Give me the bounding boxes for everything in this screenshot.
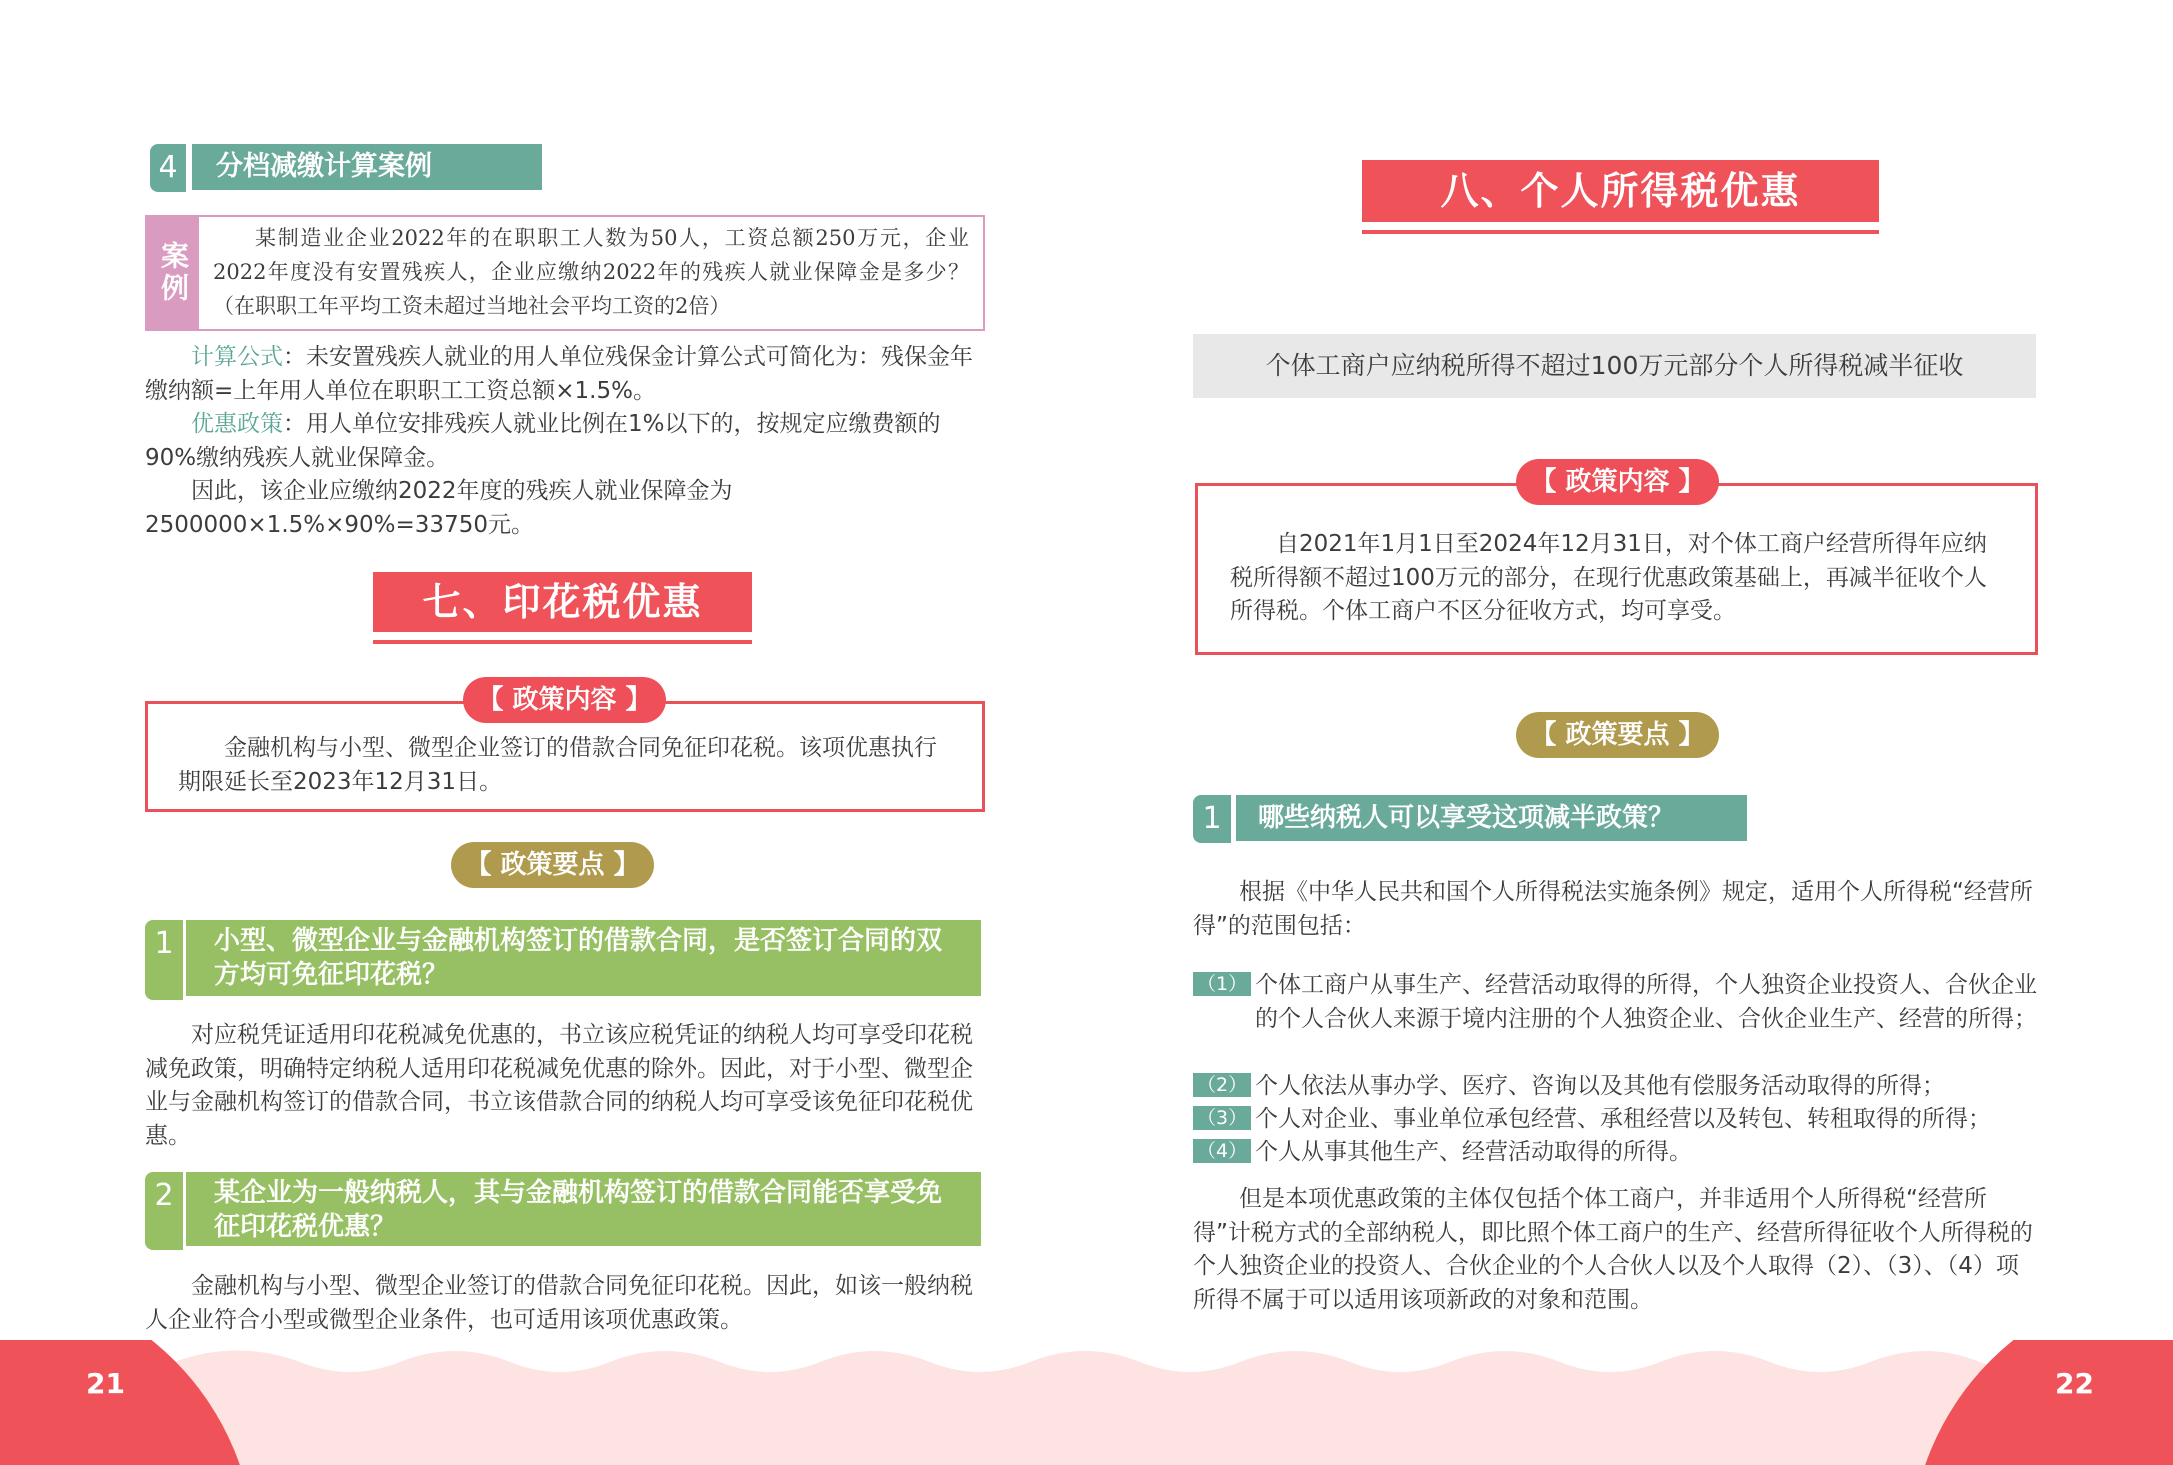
title-underline <box>1362 230 1879 234</box>
list-item-number: （4） <box>1193 1139 1251 1163</box>
key-points-label: 【 政策要点 】 <box>451 842 654 888</box>
list-item-text: 个体工商户从事生产、经营活动取得的所得，个人独资企业投资人、合伙企业的个人合伙人来源于境内注册的个人独资企业、合伙企业生产、经营的所得； <box>1255 972 2037 1032</box>
chapter-8-title-text: 八、个人所得税优惠 <box>1440 168 1801 213</box>
list-item <box>1193 969 2038 1032</box>
formula-text: ：未安置残疾人就业的用人单位残保金计算公式可简化为：残保金年缴纳额=上年用人单位在职职工工资总额×1.5%。 <box>145 344 973 404</box>
section-number: 4 <box>150 144 186 192</box>
list-item-number: （3） <box>1193 1106 1251 1130</box>
question-number: 1 <box>145 920 183 1000</box>
formula-label: 计算公式 <box>191 344 283 370</box>
question-title: 某企业为一般纳税人，其与金融机构签订的借款合同能否享受免征印花税优惠？ <box>186 1172 981 1246</box>
formula-paragraph <box>145 341 985 408</box>
case-tag-label: 案例 <box>157 241 190 305</box>
chapter-7-title <box>373 572 752 632</box>
page-number-left: 21 <box>86 1367 125 1400</box>
case-box <box>145 215 985 331</box>
answer-1: 对应税凭证适用印花税减免优惠的，书立该应税凭证的纳税人均可享受印花税减免政策，明确特定纳税人适用印花税减免优惠的除外。因此，对于小型、微型企业与金融机构签订的借款合同，书立该借款合同的纳税人均可享受该免征印花税优惠。 <box>145 1022 973 1149</box>
closing-paragraph: 但是本项优惠政策的主体仅包括个体工商户，并非适用个人所得税“经营所得”计税方式的全部纳税人，即比照个体工商户的生产、经营所得征收个人所得税的个人独资企业的投资人、合伙企业的个人合伙人以及个人取得（2）、（3）、（4）项所得不属于可以适用该项新政的对象和范围。 <box>1193 1186 2033 1313</box>
question-number: 1 <box>1193 795 1231 843</box>
key-points-label: 【 政策要点 】 <box>1516 712 1719 758</box>
policy-text: ：用人单位安排残疾人就业比例在1%以下的，按规定应缴费额的90%缴纳残疾人就业保障金。 <box>145 411 941 471</box>
policy-label: 优惠政策 <box>191 411 283 437</box>
question-number: 2 <box>145 1172 183 1250</box>
policy-banner: 个体工商户应纳税所得不超过100万元部分个人所得税减半征收 <box>1193 334 2036 398</box>
intro-paragraph: 根据《中华人民共和国个人所得税法实施条例》规定，适用个人所得税“经营所得”的范围包括： <box>1193 879 2033 939</box>
policy-paragraph <box>145 408 985 475</box>
chapter-8-title <box>1362 160 1879 222</box>
list-item <box>1193 1136 2038 1170</box>
question-title: 哪些纳税人可以享受这项减半政策？ <box>1236 795 1747 841</box>
list-item-number: （1） <box>1193 972 1251 996</box>
question-title: 小型、微型企业与金融机构签订的借款合同，是否签订合同的双方均可免征印花税？ <box>186 920 981 996</box>
list-item-text: 个人依法从事办学、医疗、咨询以及其他有偿服务活动取得的所得； <box>1255 1073 1945 1099</box>
policy-content-box <box>1195 483 2038 655</box>
answer-2: 金融机构与小型、微型企业签订的借款合同免征印花税。因此，如该一般纳税人企业符合小型或微型企业条件，也可适用该项优惠政策。 <box>145 1273 973 1333</box>
policy-content-label: 【 政策内容 】 <box>1516 459 1719 505</box>
list-item <box>1193 1070 2038 1104</box>
bottom-wave-decoration <box>0 1340 2173 1465</box>
case-tag <box>147 217 199 329</box>
policy-content-text: 自2021年1月1日至2024年12月31日，对个体工商户经营所得年应纳税所得额不超过100万元的部分，在现行优惠政策基础上，再减半征收个人所得税。个体工商户不区分征收方式，均可享受。 <box>1230 531 1987 624</box>
list-item-number: （2） <box>1193 1073 1251 1097</box>
list-item <box>1193 1103 2038 1137</box>
list-item-text: 个人对企业、事业单位承包经营、承租经营以及转包、转租取得的所得； <box>1255 1106 1991 1132</box>
chapter-7-title-text: 七、印花税优惠 <box>422 579 703 624</box>
section-title: 分档减缴计算案例 <box>192 144 542 190</box>
case-text: 某制造业企业2022年的在职职工人数为50人，工资总额250万元，企业2022年度没有安置残疾人，企业应缴纳2022年的残疾人就业保障金是多少？（在职职工年平均工资未超过当地社会平均工资的2倍） <box>213 226 969 318</box>
page-number-right: 22 <box>2055 1367 2094 1400</box>
policy-content-label: 【 政策内容 】 <box>463 677 666 723</box>
policy-content-text: 金融机构与小型、微型企业签订的借款合同免征印花税。该项优惠执行期限延长至2023年12月31日。 <box>178 735 937 795</box>
conclusion-paragraph: 因此，该企业应缴纳2022年度的残疾人就业保障金为2500000×1.5%×90%=33750元。 <box>145 478 733 538</box>
list-item-text: 个人从事其他生产、经营活动取得的所得。 <box>1255 1139 1692 1165</box>
title-underline <box>373 640 752 644</box>
